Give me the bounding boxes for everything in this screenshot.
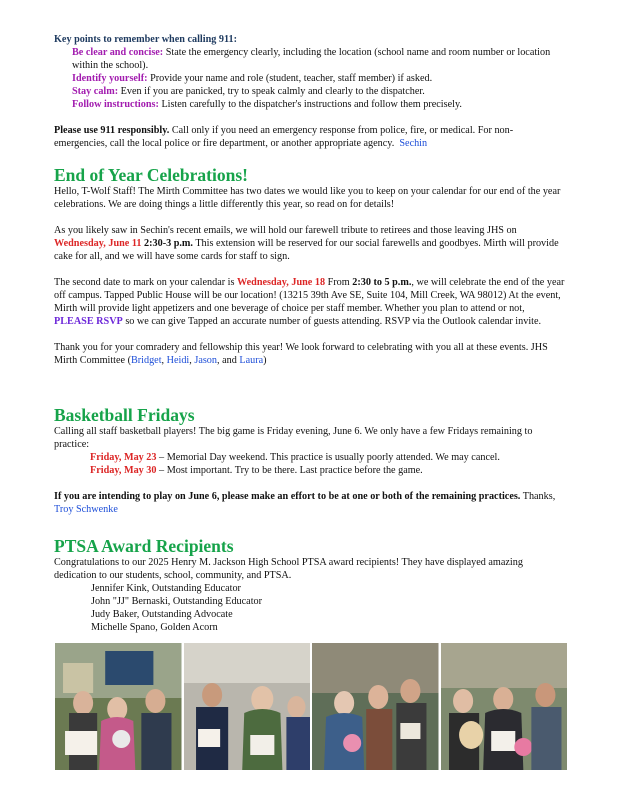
name-link-heidi[interactable]: Heidi — [166, 355, 190, 366]
name-link-laura[interactable]: Laura — [239, 355, 264, 366]
photo-image — [441, 643, 568, 770]
list-item — [54, 72, 566, 85]
list-item — [54, 98, 566, 111]
photo-image — [312, 643, 439, 770]
signoff-link[interactable]: Sechin — [399, 138, 428, 149]
rsvp-emphasis: PLEASE RSVP — [54, 316, 123, 327]
award-photo-2 — [184, 643, 311, 770]
award-photo-3 — [312, 643, 439, 770]
list-item — [78, 451, 566, 464]
signoff-link[interactable]: Troy Schwenke — [54, 504, 118, 515]
key-points-title: Key points to remember when calling 911: — [54, 34, 237, 45]
key-point-label: Identify yourself: — [72, 73, 148, 84]
list-item — [78, 464, 566, 477]
ptsa-recipient: Michelle Spano, Golden Acorn — [91, 622, 218, 633]
eoy-date-1: Wednesday, June 11 — [54, 238, 142, 249]
responsible-bold: Please use 911 responsibly. — [54, 125, 170, 136]
practice-text: – Memorial Day weekend. This practice is usually poorly attended. We may cancel. — [156, 452, 500, 463]
eoy-p3-text: The second date to mark on your calendar is — [54, 277, 238, 288]
responsible-text: Call only if you need an emergency response from police, fire, or medical. For non-emergencies, call the local police or fire department, or another appropriate agency. — [54, 125, 514, 149]
eoy-paragraph-1: Hello, T-Wolf Staff! The Mirth Committee has two dates we would like you to keep on your calendar for our end of the year celebrations. We are doing things a little differently this year, so read on for details! — [54, 186, 561, 210]
basketball-heading: Basketball Fridays — [54, 405, 195, 425]
name-link-bridget[interactable]: Bridget — [130, 355, 162, 366]
eoy-section — [54, 165, 566, 367]
basketball-closing — [54, 490, 566, 516]
eoy-p3-text-b: , we will celebrate the end of the year off campus. Tapped Public House will be our location! (13215 39th Ave SE, Suite 104, Mill Creek, WA 98012) At the event, Mirth will provide light appetizers and one beverage of choice per staff member. Whether you plan to attend or not, — [54, 277, 565, 314]
eoy-time-2: 2:30 to 5 p.m. — [352, 277, 412, 288]
practice-text: – Most important. Try to be there. Last practice before the game. — [156, 465, 423, 476]
ptsa-heading: PTSA Award Recipients — [54, 536, 234, 556]
key-points-section — [54, 33, 566, 150]
eoy-from: From — [325, 277, 353, 288]
basketball-closing-bold: If you are intending to play on June 6, please make an effort to be at one or both of the remaining practices. — [54, 491, 521, 502]
eoy-p3-text-c: so we can give Tapped an accurate number of guests attending. RSVP via the Outlook calendar invite. — [122, 316, 542, 327]
eoy-time-1: 2:30-3 p.m. — [141, 238, 193, 249]
key-point-text: Listen carefully to the dispatcher's instructions and follow them precisely. — [158, 99, 462, 110]
eoy-date-2: Wednesday, June 18 — [237, 277, 326, 288]
key-point-label: Stay calm: — [72, 86, 119, 97]
name-separator: , — [161, 355, 167, 366]
practice-date: Friday, May 30 — [90, 465, 157, 476]
award-photo-4 — [441, 643, 568, 770]
ptsa-recipient: John "JJ" Bernaski, Outstanding Educator — [91, 596, 263, 607]
eoy-paragraph-4 — [54, 341, 566, 367]
eoy-paragraph-3 — [54, 276, 566, 328]
practice-date: Friday, May 23 — [90, 452, 157, 463]
photo-image — [184, 643, 311, 770]
basketball-thanks: Thanks, — [520, 491, 556, 502]
award-photo-1 — [55, 643, 182, 770]
ptsa-recipient: Jennifer Kink, Outstanding Educator — [91, 583, 241, 594]
ptsa-intro: Congratulations to our 2025 Henry M. Jackson High School PTSA award recipients! They have displayed amazing dedication to our students, school, community, and PTSA. — [54, 557, 523, 581]
list-item — [54, 85, 566, 98]
eoy-p4-end: ) — [263, 355, 267, 366]
eoy-heading: End of Year Celebrations! — [54, 165, 248, 185]
eoy-p2-text-b: This extension will be reserved for our social farewells and goodbyes. Mirth will provide cake for all, and we will have some cards for staff to sign. — [54, 238, 559, 262]
key-point-text: Provide your name and role (student, teacher, staff member) if asked. — [147, 73, 433, 84]
practice-list — [54, 451, 566, 477]
award-photo-strip — [55, 643, 567, 770]
ptsa-section — [54, 536, 566, 634]
name-link-jason[interactable]: Jason — [194, 355, 217, 366]
responsible-paragraph — [54, 124, 566, 150]
eoy-p4-text: Thank you for your comradery and fellowship this year! We look forward to celebrating with you all at these events. JHS Mirth Committee ( — [54, 342, 548, 366]
name-separator: , and — [217, 355, 240, 366]
key-point-label: Be clear and concise: — [72, 47, 164, 58]
photo-image — [55, 643, 182, 770]
ptsa-recipient: Judy Baker, Outstanding Advocate — [91, 609, 233, 620]
name-separator: , — [189, 355, 195, 366]
key-point-label: Follow instructions: — [72, 99, 159, 110]
eoy-paragraph-2 — [54, 224, 566, 263]
key-points-list — [54, 46, 566, 111]
basketball-intro: Calling all staff basketball players! The big game is Friday evening, June 6. We only have a few Fridays remaining to practice: — [54, 426, 533, 450]
key-point-text: State the emergency clearly, including the location (school name and room number or location within the school). — [72, 47, 551, 71]
eoy-p2-text: As you likely saw in Sechin's recent emails, we will hold our farewell tribute to retirees and those leaving JHS on — [54, 225, 517, 236]
list-item — [54, 46, 566, 72]
basketball-section — [54, 405, 566, 516]
key-point-text: Even if you are panicked, try to speak calmly and clearly to the dispatcher. — [118, 86, 425, 97]
